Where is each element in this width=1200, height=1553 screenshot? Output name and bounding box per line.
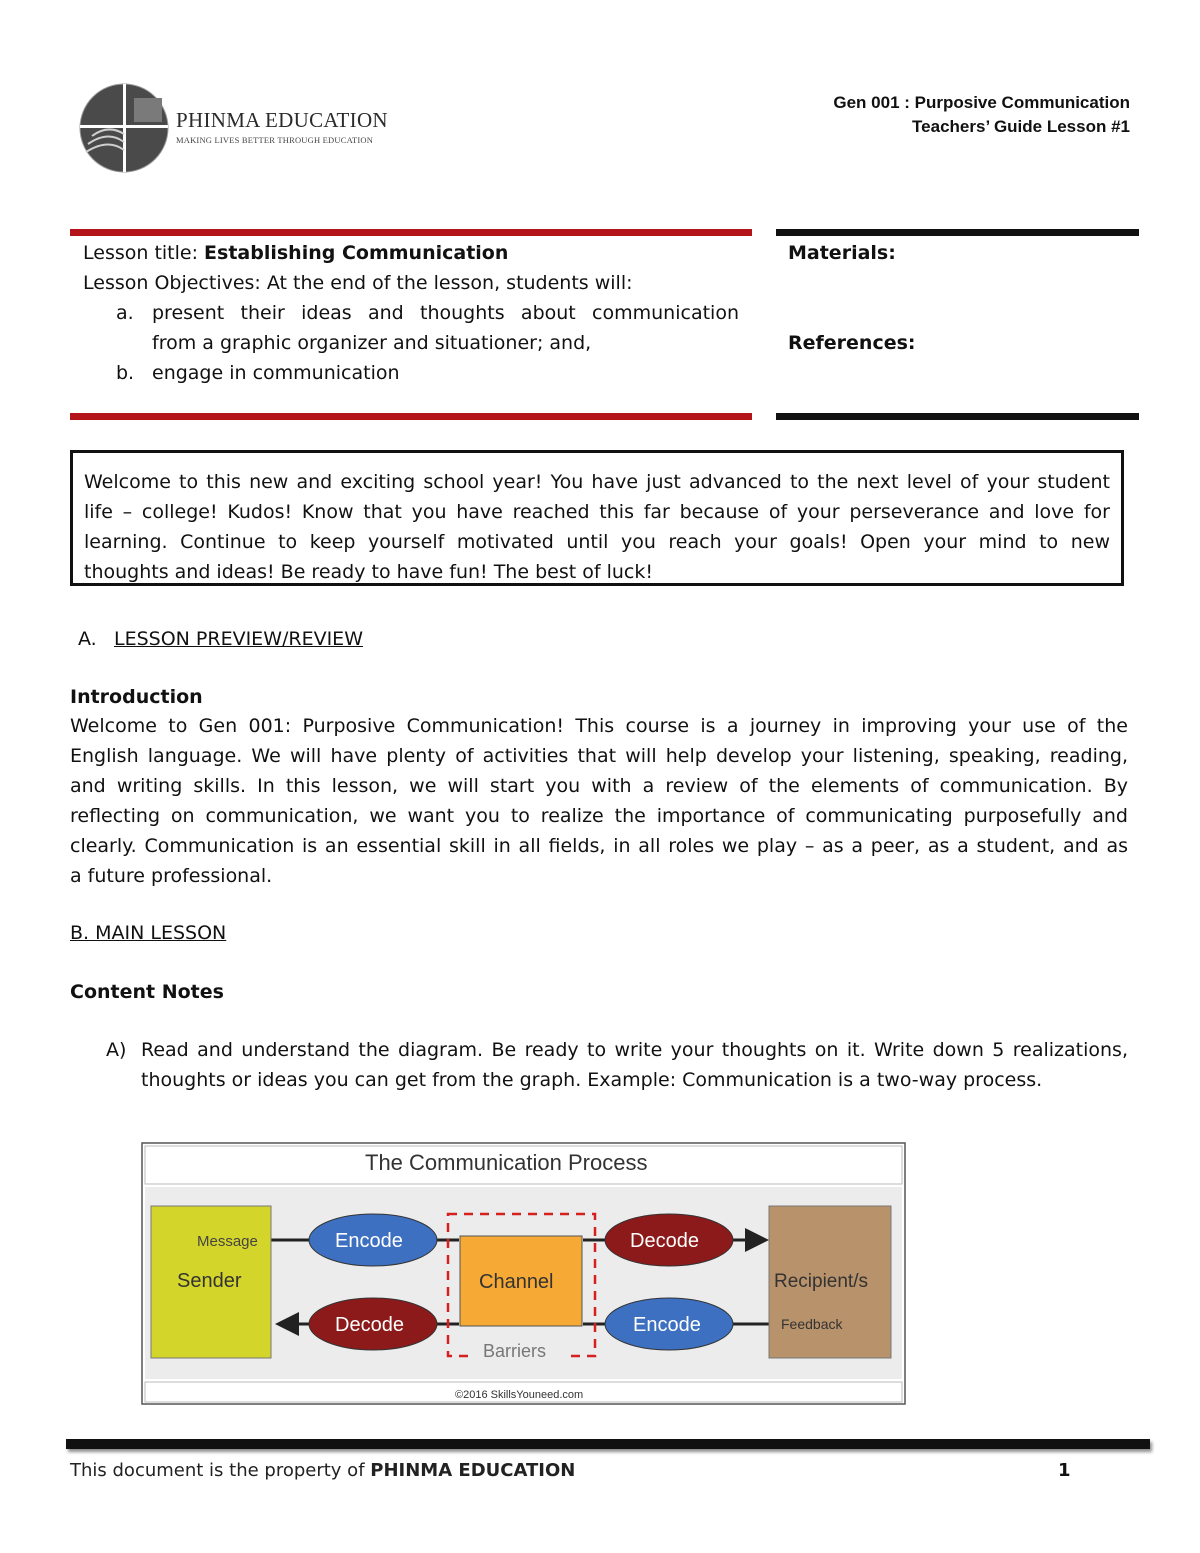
- diagram-copyright: ©2016 SkillsYouneed.com: [455, 1389, 584, 1401]
- message-label: Message: [197, 1233, 258, 1250]
- item-a-marker: A): [106, 1039, 127, 1061]
- intro-line-5: clearly. Communication is an essential skill in all fields, in all roles we play – as a peer, as a student, and as: [70, 835, 1128, 857]
- item-a-text: [141, 1035, 1128, 1095]
- intro-line-6: a future professional.: [70, 865, 273, 887]
- decode-bottom-left-label: Decode: [335, 1314, 404, 1336]
- welcome-line-1: Welcome to this new and exciting school year! You have just advanced to the next level of your student: [84, 471, 1110, 493]
- welcome-line-2: life – college! Kudos! Know that you have reached this far because of your perseverance and love for: [84, 501, 1110, 523]
- intro-line-4: reflecting on communication, we want you to realize the importance of communicating purposefully and: [70, 805, 1128, 827]
- objective-a-marker: a.: [116, 302, 134, 324]
- footer-ownership: [70, 1460, 575, 1481]
- lesson-objectives-intro: Lesson Objectives: At the end of the lesson, students will:: [83, 272, 633, 294]
- channel-label: Channel: [479, 1271, 554, 1293]
- lesson-title-label: Lesson title:: [83, 242, 205, 264]
- item-a-line-1: Read and understand the diagram. Be ready to write your thoughts on it. Write down 5 realizations,: [141, 1039, 1128, 1061]
- encode-bottom-right-label: Encode: [633, 1314, 701, 1336]
- sender-label: Sender: [177, 1270, 242, 1292]
- top-black-rule: [776, 229, 1139, 236]
- welcome-line-4: thoughts and ideas! Be ready to have fun! The best of luck!: [84, 561, 653, 583]
- logo-tagline: MAKING LIVES BETTER THROUGH EDUCATION: [176, 135, 374, 145]
- footer-owner: PHINMA EDUCATION: [370, 1460, 576, 1481]
- section-b-heading: B. MAIN LESSON: [70, 922, 227, 944]
- introduction-heading: Introduction: [70, 686, 203, 708]
- welcome-line-3: learning. Continue to keep yourself motivated until you reach your goals! Open your mind to new: [84, 531, 1110, 553]
- bottom-red-rule: [70, 413, 752, 420]
- logo-title: PHINMA EDUCATION: [176, 108, 388, 132]
- objective-b-line1: engage in communication: [152, 362, 400, 384]
- guide-title: Teachers’ Guide Lesson #1: [912, 117, 1130, 136]
- objective-b-marker: b.: [116, 362, 135, 384]
- objective-a-line1: present their ideas and thoughts about communication: [152, 302, 739, 324]
- intro-line-2: English language. We will have plenty of activities that will help develop your listening, speaking, reading,: [70, 745, 1128, 767]
- materials-label: Materials:: [788, 242, 896, 264]
- lesson-title-value: Establishing Communication: [204, 242, 509, 264]
- content-notes-heading: Content Notes: [70, 981, 224, 1003]
- encode-top-label: Encode: [335, 1230, 403, 1252]
- introduction-paragraph: [70, 711, 1128, 891]
- section-a-marker: A.: [78, 628, 97, 650]
- top-red-rule: [70, 229, 752, 236]
- diagram-title: The Communication Process: [365, 1150, 648, 1175]
- objective-a-line2: from a graphic organizer and situationer; and,: [152, 332, 592, 354]
- barriers-label: Barriers: [483, 1341, 547, 1361]
- references-label: References:: [788, 332, 916, 354]
- item-a-line-2: thoughts or ideas you can get from the graph. Example: Communication is a two-way process.: [141, 1069, 1043, 1091]
- footer-prefix: This document is the property of: [70, 1460, 371, 1481]
- decode-top-label: Decode: [630, 1230, 699, 1252]
- lesson-title: [83, 238, 508, 268]
- bottom-black-rule: [776, 413, 1139, 420]
- intro-line-3: and writing skills. In this lesson, we will start you with a review of the elements of communication. By: [70, 775, 1128, 797]
- feedback-label: Feedback: [781, 1316, 843, 1332]
- page-number: 1: [1058, 1460, 1071, 1481]
- communication-process-diagram: [141, 1142, 906, 1405]
- welcome-box: [70, 450, 1124, 586]
- footer-rule: [66, 1439, 1150, 1449]
- recipient-label: Recipient/s: [774, 1271, 868, 1292]
- section-a-heading: LESSON PREVIEW/REVIEW: [114, 628, 363, 650]
- intro-line-1: Welcome to Gen 001: Purposive Communication! This course is a journey in improving your use of the: [70, 715, 1128, 737]
- course-title: Gen 001 : Purposive Communication: [833, 93, 1130, 112]
